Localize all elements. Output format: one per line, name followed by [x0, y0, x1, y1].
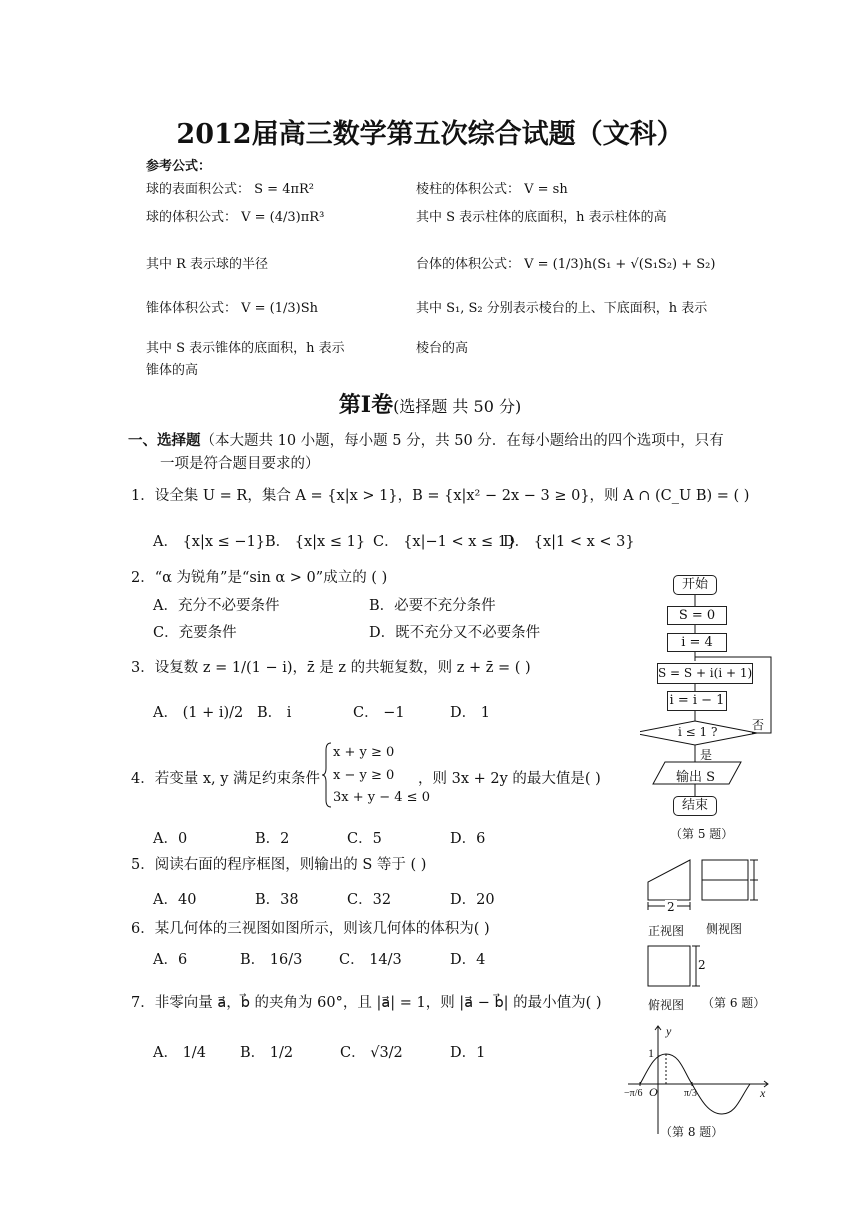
q7-option-c: C． √3/2 [340, 1045, 403, 1061]
q5-stem: 5．阅读右面的程序框图，则输出的 S 等于 ( ) [131, 857, 427, 873]
q4-option-d: D．6 [450, 831, 486, 847]
q6-option-c: C． 14/3 [339, 952, 402, 968]
ref-left-3: 其中 R 表示球的半径 [146, 257, 269, 272]
top-dim: 2 [698, 958, 706, 972]
q4-constraint-1: x + y ≥ 0 [333, 745, 395, 760]
ref-left-6: 锥体的高 [146, 363, 199, 378]
q6-option-a: A．6 [153, 952, 188, 968]
q1-option-c: C． {x|−1 < x ≤ 1} [373, 534, 517, 550]
graph-y-label: y [666, 1024, 672, 1038]
ref-left-5: 其中 S 表示锥体的底面积，h 表示 [146, 341, 345, 356]
q7-option-d: D．1 [450, 1045, 486, 1061]
ref-left-4: 锥体体积公式： V = (1/3)Sh [146, 301, 319, 316]
ref-right-2: 其中 S 表示柱体的底面积，h 表示柱体的高 [416, 210, 667, 225]
q4-option-c: C．5 [347, 831, 382, 847]
flow-caption: （第 5 题） [670, 827, 734, 841]
q6-option-b: B． 16/3 [240, 952, 303, 968]
flow-output: 输出 S [676, 770, 716, 785]
flow-yes-label: 是 [700, 748, 713, 762]
front-dim: 2 [667, 900, 675, 914]
q1-option-b: B． {x|x ≤ 1} [265, 534, 366, 550]
q7-option-a: A． 1/4 [153, 1045, 206, 1061]
part-heading [0, 388, 860, 419]
flow-init-s: S = 0 [667, 606, 727, 625]
q5-option-d: D．20 [450, 892, 495, 908]
q3-option-d: D． 1 [450, 705, 490, 721]
graph-pos-tick: π/3 [684, 1088, 697, 1099]
q4-option-a: A．0 [153, 831, 188, 847]
top-view-label: 俯视图 [648, 998, 685, 1012]
ref-left-2: 球的体积公式： V = (4/3)πR³ [146, 210, 325, 225]
q4-stem-a: 4．若变量 x, y 满足约束条件 [131, 771, 321, 787]
q3-option-c: C． −1 [353, 705, 405, 721]
page-title: 2012届高三数学第五次综合试题（文科） [176, 119, 684, 150]
side-view-label: 侧视图 [706, 922, 743, 936]
q2-option-b: B．必要不充分条件 [369, 598, 496, 614]
section-desc-1: （本大题共 10 小题，每小题 5 分，共 50 分．在每小题给出的四个选项中，只有 [200, 433, 724, 449]
section-label: 一、选择题 [128, 432, 201, 449]
flow-decrement: i = i − 1 [667, 691, 727, 711]
graph-x-label: x [760, 1086, 766, 1100]
q2-option-d: D．既不充分又不必要条件 [369, 625, 541, 641]
q1-option-d: D． {x|1 < x < 3} [503, 534, 635, 550]
q4-option-b: B．2 [255, 831, 290, 847]
part-title: 第Ⅰ卷 [338, 392, 394, 418]
flowchart [640, 570, 780, 845]
section-desc-2: 一项是符合题目要求的） [160, 456, 320, 472]
q2-option-a: A．充分不必要条件 [153, 598, 280, 614]
flow-end: 结束 [673, 796, 717, 816]
graph-origin-label: O [649, 1085, 658, 1099]
q6-option-d: D．4 [450, 952, 486, 968]
q4-constraint-2: x − y ≥ 0 [333, 768, 395, 783]
three-views [640, 852, 780, 1012]
ref-right-5: 棱台的高 [416, 341, 469, 356]
flow-condition: i ≤ 1 ? [678, 725, 718, 739]
q5-option-c: C．32 [347, 892, 392, 908]
q1-stem: 1．设全集 U = R，集合 A = {x|x > 1}，B = {x|x² − 2x − 3 ≥ 0}，则 A ∩ (C_U B) = ( ) [131, 488, 750, 504]
q3-option-b: B． i [257, 705, 292, 721]
q3-option-a: A． (1 + i)/2 [153, 705, 244, 721]
q5-option-b: B．38 [255, 892, 299, 908]
q5-option-a: A．40 [153, 892, 197, 908]
q3-stem: 3．设复数 z = 1/(1 − i)，z̄ 是 z 的共轭复数，则 z + z̄ = ( ) [131, 660, 531, 676]
views-caption: （第 6 题） [702, 996, 766, 1010]
ref-right-4: 其中 S₁, S₂ 分别表示棱台的上、下底面积，h 表示 [416, 301, 708, 316]
graph-caption: （第 8 题） [660, 1125, 724, 1139]
q1-option-a: A． {x|x ≤ −1} [153, 534, 266, 550]
q6-stem: 6．某几何体的三视图如图所示，则该几何体的体积为( ) [131, 921, 490, 937]
ref-right-3: 台体的体积公式： V = (1/3)h(S₁ + √(S₁S₂) + S₂) [416, 257, 716, 272]
q4-brace [322, 742, 332, 808]
ref-heading: 参考公式： [146, 159, 212, 174]
sine-graph [622, 1022, 780, 1142]
front-view-label: 正视图 [648, 924, 685, 938]
flow-init-i: i = 4 [667, 633, 727, 652]
flow-update-s: S = S + i(i + 1) [657, 663, 753, 684]
ref-left-1: 球的表面积公式： S = 4πR² [146, 182, 315, 197]
flow-start: 开始 [673, 575, 717, 595]
q4-stem-b: ，则 3x + 2y 的最大值是( ) [418, 771, 601, 787]
q4-constraint-3: 3x + y − 4 ≤ 0 [333, 790, 430, 805]
q7-stem: 7．非零向量 a⃗，b⃗ 的夹角为 60°，且 |a⃗| = 1，则 |a⃗ − b⃗| 的最小值为( ) [131, 995, 602, 1011]
q2-option-c: C．充要条件 [153, 625, 237, 641]
flow-no-label: 否 [752, 718, 765, 732]
q7-option-b: B． 1/2 [240, 1045, 294, 1061]
q2-stem: 2．“α 为锐角”是“sin α > 0”成立的 ( ) [131, 570, 388, 586]
ref-right-1: 棱柱的体积公式： V = sh [416, 182, 568, 197]
section-intro [128, 429, 724, 450]
graph-one-label: 1 [648, 1046, 654, 1060]
part-subtitle: (选择题 共 50 分) [393, 397, 522, 416]
graph-neg-tick: −π/6 [624, 1088, 643, 1099]
